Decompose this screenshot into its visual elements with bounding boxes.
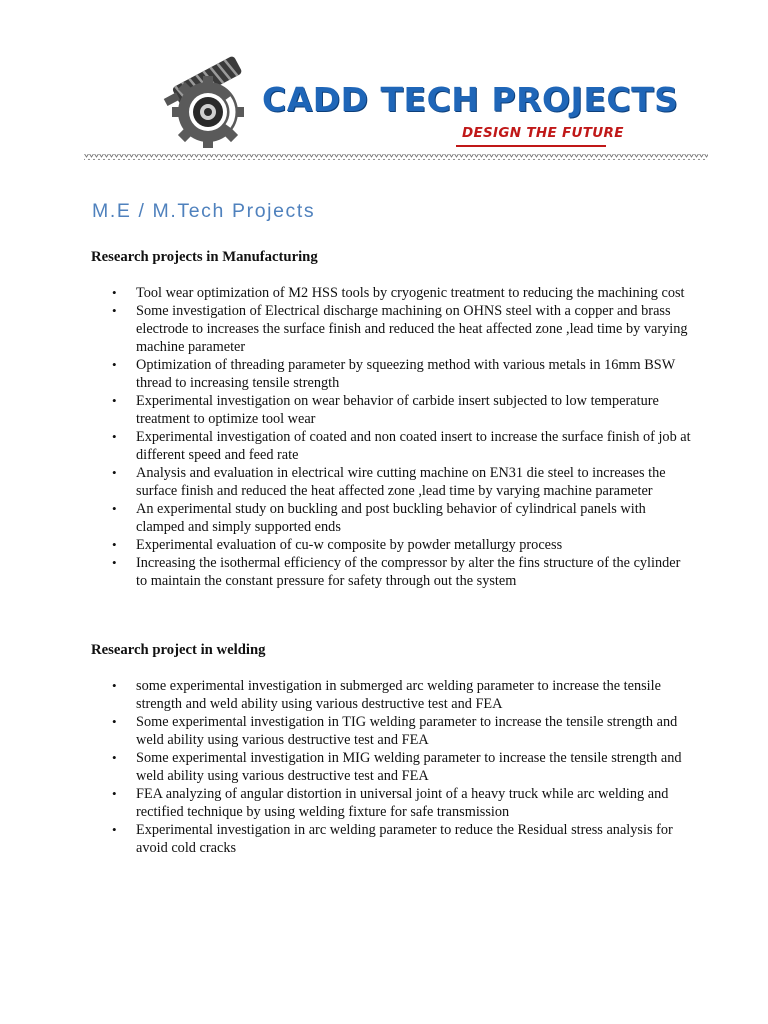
list-item: • Analysis and evaluation in electrical wire cutting machine on EN31 die steel to increases the surface finish and reduced the heat affected zone ,lead time by varying machine parameter [91, 464, 691, 500]
list-item: • Increasing the isothermal efficiency of the compressor by alter the fins structure of the cylinder to maintain the constant pressure for safety through out the system [91, 554, 691, 590]
manufacturing-project-list [91, 284, 691, 590]
list-item: • Experimental evaluation of cu-w composite by powder metallurgy process [91, 536, 691, 554]
welding-project-list [91, 677, 691, 857]
tagline-underline [456, 145, 606, 147]
list-item: • Some investigation of Electrical discharge machining on OHNS steel with a copper and brass electrode to increases the surface finish and reduced the heat affected zone ,lead time by varying machine parameter [91, 302, 691, 356]
header-logo [160, 50, 679, 158]
list-item: • Experimental investigation in arc welding parameter to reduce the Residual stress analysis for avoid cold cracks [91, 821, 691, 857]
page-title: M.E / M.Tech Projects [92, 200, 316, 222]
list-item: • FEA analyzing of angular distortion in universal joint of a heavy truck while arc welding and rectified technique by using welding fixture for safe transmission [91, 785, 691, 821]
gear-logo-icon [162, 56, 262, 156]
list-item: • Some experimental investigation in TIG welding parameter to increase the tensile strength and weld ability using various destructive test and FEA [91, 713, 691, 749]
list-item: • Tool wear optimization of M2 HSS tools by cryogenic treatment to reducing the machining cost [91, 284, 691, 302]
list-item: • some experimental investigation in submerged arc welding parameter to increase the tensile strength and weld ability using various destructive test and FEA [91, 677, 691, 713]
list-item: • Experimental investigation on wear behavior of carbide insert subjected to low temperature treatment to optimize tool wear [91, 392, 691, 428]
list-item: • Experimental investigation of coated and non coated insert to increase the surface finish of job at different speed and feed rate [91, 428, 691, 464]
section-heading-welding: Research project in welding [91, 642, 266, 658]
list-item: • Optimization of threading parameter by squeezing method with various metals in 16mm BSW thread to increasing tensile strength [91, 356, 691, 392]
list-item: • Some experimental investigation in MIG welding parameter to increase the tensile strength and weld ability using various destructive test and FEA [91, 749, 691, 785]
list-item: • An experimental study on buckling and post buckling behavior of cylindrical panels with clamped and simply supported ends [91, 500, 691, 536]
company-tagline: DESIGN THE FUTURE [462, 125, 624, 141]
section-heading-manufacturing: Research projects in Manufacturing [91, 249, 318, 265]
header-divider [84, 152, 708, 164]
company-name: CADD TECH PROJECTS [262, 80, 679, 119]
